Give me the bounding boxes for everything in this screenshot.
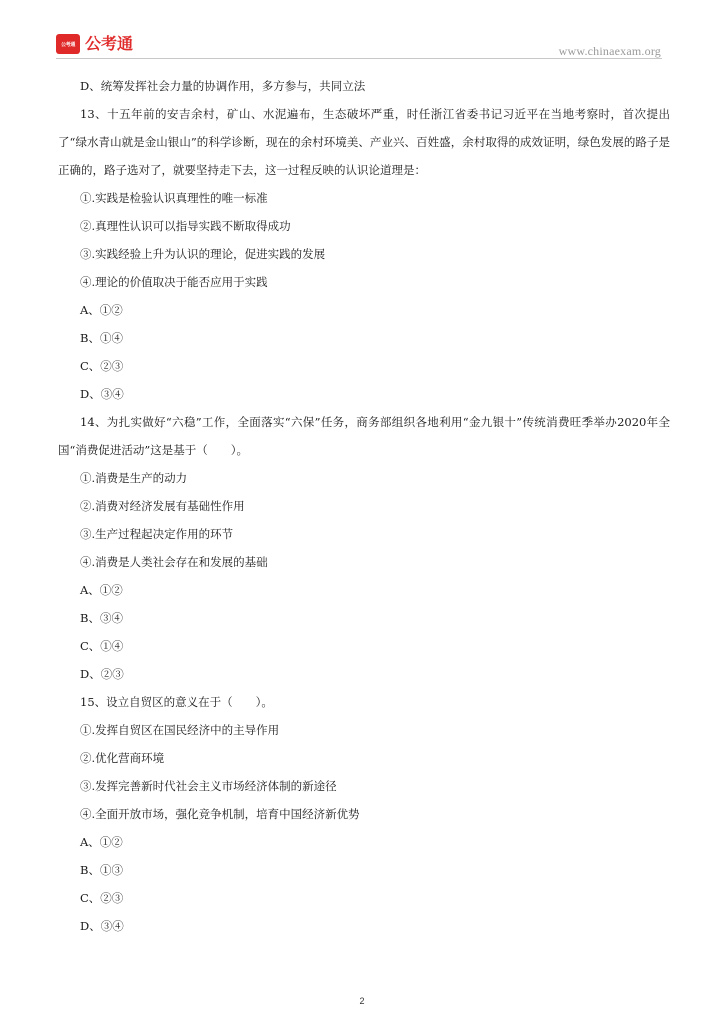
question-15-option-c: C、②③ <box>80 891 124 905</box>
question-13-option-b: B、①④ <box>80 331 123 345</box>
question-14-option-c: C、①④ <box>80 639 124 653</box>
question-15-item-2: ②.优化营商环境 <box>80 751 165 765</box>
question-13-item-1: ①.实践是检验认识真理性的唯一标准 <box>80 191 268 205</box>
question-15-item-1: ①.发挥自贸区在国民经济中的主导作用 <box>80 723 280 737</box>
question-15-item-3: ③.发挥完善新时代社会主义市场经济体制的新途径 <box>80 779 337 793</box>
question-13-option-d: D、③④ <box>80 387 124 401</box>
question-14-item-2: ②.消费对经济发展有基础性作用 <box>80 499 245 513</box>
question-14-item-4: ④.消费是人类社会存在和发展的基础 <box>80 555 268 569</box>
question-14-option-b: B、③④ <box>80 611 123 625</box>
question-13-item-2: ②.真理性认识可以指导实践不断取得成功 <box>80 219 291 233</box>
question-15-item-4: ④.全面开放市场，强化竞争机制，培育中国经济新优势 <box>80 807 360 821</box>
logo-text: 公考通 <box>85 34 134 53</box>
question-14-stem: 14、为扎实做好“六稳”工作，全面落实“六保”任务，商务部组织各地利用“金九银十”传统消费旺季举办2020年全国“消费促进活动”这是基于（ ）。 <box>58 415 670 457</box>
header-divider <box>56 58 662 59</box>
question-13-option-c: C、②③ <box>80 359 124 373</box>
logo-badge-icon: 公考通 <box>56 34 80 54</box>
document-body <box>58 72 670 940</box>
question-14-item-3: ③.生产过程起决定作用的环节 <box>80 527 234 541</box>
logo <box>56 34 133 54</box>
question-13-item-4: ④.理论的价值取决于能否应用于实践 <box>80 275 268 289</box>
page-number: 2 <box>359 996 365 1006</box>
previous-question-option-d: D、统筹发挥社会力量的协调作用，多方参与，共同立法 <box>80 79 366 93</box>
page-header <box>0 0 724 62</box>
question-15-option-b: B、①③ <box>80 863 123 877</box>
question-13-option-a: A、①② <box>80 303 123 317</box>
question-14-option-a: A、①② <box>80 583 123 597</box>
question-15-option-d: D、③④ <box>80 919 124 933</box>
question-13-stem: 13、十五年前的安吉余村，矿山、水泥遍布，生态破坏严重，时任浙江省委书记习近平在当地考察时，首次提出了“绿水青山就是金山银山”的科学诊断，现在的余村环境美、产业兴、百姓盛，余村取得的成效证明，绿色发展的路子是正确的，路子选对了，就要坚持走下去，这一过程反映的认识论道理是： <box>58 107 670 177</box>
question-15-option-a: A、①② <box>80 835 123 849</box>
site-url: www.chinaexam.org <box>558 44 661 58</box>
question-14-option-d: D、②③ <box>80 667 124 681</box>
question-15-stem: 15、设立自贸区的意义在于（ ）。 <box>80 695 273 709</box>
question-13-item-3: ③.实践经验上升为认识的理论，促进实践的发展 <box>80 247 326 261</box>
question-14-item-1: ①.消费是生产的动力 <box>80 471 188 485</box>
